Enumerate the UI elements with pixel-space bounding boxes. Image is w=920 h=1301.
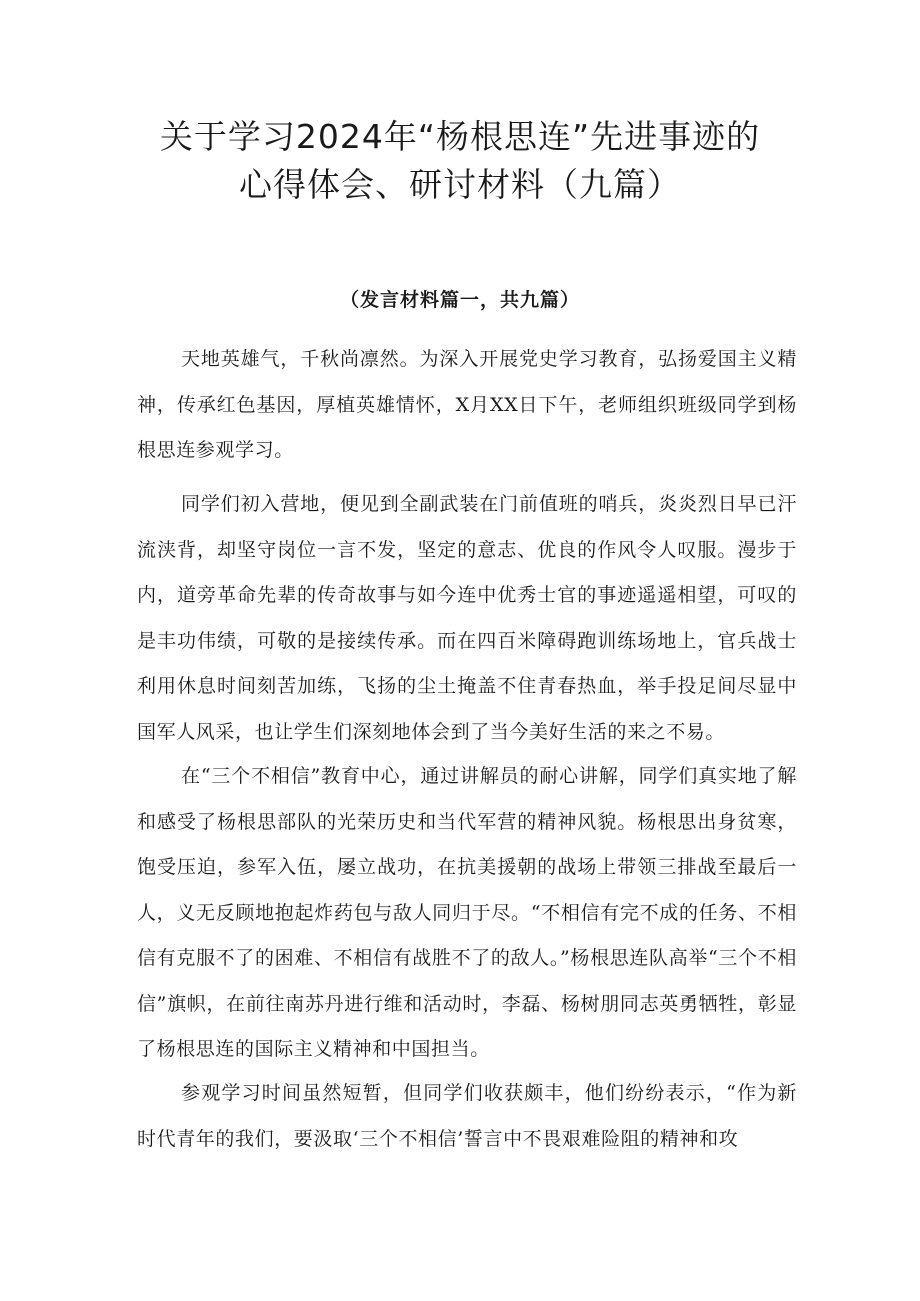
section-subtitle: （发言材料篇一，共九篇）	[339, 289, 580, 311]
document-title-line-1: 关于学习2024年“杨根思连”先进事迹的	[159, 117, 761, 156]
paragraph-3: 在“三个不相信”教育中心，通过讲解员的耐心讲解，同学们真实地了解和感受了杨根思部队的光荣历史和当代军营的精神风貌。杨根思出身贫寒，饱受压迫，参军入伍，屡立战功，在抗美援朝的战场上带领三排战至最后一人，义无反顾地抱起炸药包与敌人同归于尽。“不相信有完不成的任务、不相信有克服不了的困难、不相信有战胜不了的敌人。”杨根思连队高举“三个不相信”旗帜，在前往南苏丹进行维和活动时，李磊、杨树朋同志英勇牺牲，彰显了杨根思连的国际主义精神和中国担当。	[137, 765, 797, 1060]
paragraph-4: 参观学习时间虽然短暂，但同学们收获颇丰，他们纷纷表示，“作为新时代青年的我们，要汲取‘三个不相信’誓言中不畏艰难险阻的精神和攻	[137, 1082, 797, 1150]
paragraph-1: 天地英雄气，千秋尚凛然。为深入开展党史学习教育，弘扬爱国主义精神，传承红色基因，厚植英雄情怀，X月XX日下午，老师组织班级同学到杨根思连参观学习。	[137, 348, 797, 461]
document-title-line-2: 心得体会、研讨材料（九篇）	[239, 165, 681, 204]
paragraph-2: 同学们初入营地，便见到全副武装在门前值班的哨兵，炎炎烈日早已汗流浃背，却坚守岗位一言不发，坚定的意志、优良的作风令人叹服。漫步于内，道旁革命先辈的传奇故事与如今连中优秀士官的事迹遥遥相望，可叹的是丰功伟绩，可敬的是接续传承。而在四百米障碍跑训练场地上，官兵战士利用休息时间刻苦加练，飞扬的尘土掩盖不住青春热血，举手投足间尽显中国军人风采，也让学生们深刻地体会到了当今美好生活的来之不易。	[137, 493, 797, 743]
